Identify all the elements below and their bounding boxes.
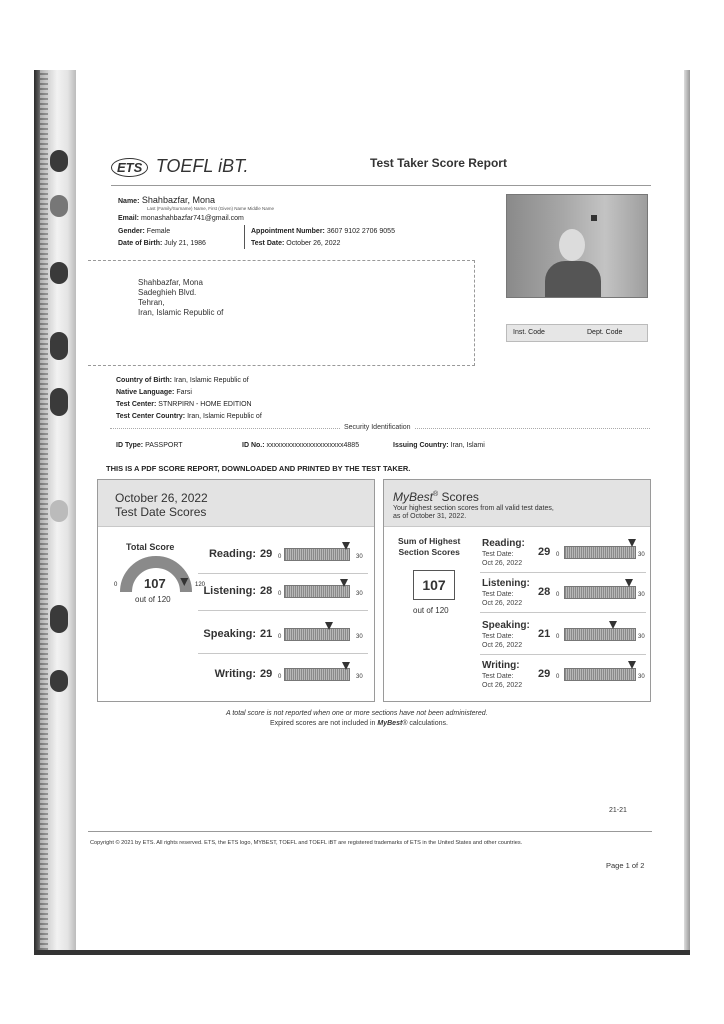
mailing-address (138, 278, 223, 318)
mybest-section-label: Listening: (482, 578, 530, 589)
mybest-score-bar (564, 586, 636, 599)
mybest-score-marker (609, 621, 617, 629)
footnote-expired (270, 720, 448, 727)
mybest-score-marker (628, 661, 636, 669)
section-score: 21 (260, 628, 273, 640)
row-divider (198, 653, 368, 654)
test-details (116, 375, 262, 423)
bar-min: 0 (556, 674, 560, 680)
photo-head (559, 229, 585, 261)
id-number-label: ID No.: (242, 442, 265, 449)
mybest-section-score: 21 (538, 628, 551, 640)
bar-max: 30 (638, 552, 645, 558)
binder-sleeve-strip (40, 70, 48, 955)
sum-highest-line: Section Scores (398, 547, 460, 557)
copyright: Copyright © 2021 by ETS. All rights reserved. ETS, the ETS logo, MYBEST, TOEFL and TOEFL iBT are registered trademarks of ETS in the United States and other countries. (90, 840, 523, 846)
id-number: xxxxxxxxxxxxxxxxxxxxxx4885 (266, 442, 360, 449)
section-label: Reading: (208, 548, 256, 560)
bar-min: 0 (556, 552, 560, 558)
appointment-number: 3607 9102 2706 9055 (326, 228, 395, 235)
ets-toefl-logo (111, 156, 248, 177)
name-hint: Last (Family/Surname) Name, First (Given) Name Middle Name (147, 206, 275, 211)
mybest-subtitle (393, 505, 554, 521)
punch-hole (50, 332, 68, 360)
country-of-birth-label: Country of Birth: (116, 377, 172, 384)
issuing-country: Iran, Islami (450, 442, 485, 449)
test-date: October 26, 2022 (286, 240, 341, 247)
sum-highest-line: Sum of Highest (398, 536, 461, 546)
mybest-subtitle-line: as of October 31, 2022. (393, 513, 467, 520)
test-center: STNRPIRN - HOME EDITION (158, 401, 252, 408)
bar-min: 0 (278, 634, 282, 640)
total-score: 107 (144, 576, 166, 591)
row-divider (198, 610, 368, 611)
bar-max: 30 (356, 591, 363, 597)
mybest-test-date (482, 632, 522, 650)
report-title: Test Taker Score Report (370, 156, 507, 170)
security-heading: Security Identification (340, 424, 415, 431)
test-date-scores-title (115, 491, 208, 519)
email-label: Email: (118, 215, 140, 222)
mybest-sum-score: 107 (413, 570, 455, 600)
mybest-score-bar (564, 628, 636, 641)
bar-max: 30 (356, 554, 363, 560)
gauge-max: 120 (195, 582, 206, 588)
mybest-scores-box (383, 479, 651, 702)
country-of-birth: Iran, Islamic Republic of (173, 377, 249, 384)
section-score-marker (342, 542, 350, 550)
section-label: Speaking: (203, 628, 256, 640)
mybest-title (393, 490, 479, 504)
mybest-sum-out-of: out of 120 (413, 606, 449, 615)
section-score-bar (284, 628, 350, 641)
footer-rule (88, 831, 652, 832)
punch-hole (50, 262, 68, 284)
punch-hole (50, 150, 68, 172)
id-type-label: ID Type: (116, 442, 144, 449)
bar-max: 30 (356, 674, 363, 680)
candidate-photo (506, 194, 648, 298)
row-divider (480, 612, 646, 613)
mybest-title-rest: Scores (438, 490, 479, 504)
bar-min: 0 (556, 634, 560, 640)
mybest-test-date-value: Oct 26, 2022 (482, 682, 523, 689)
photo-object (591, 215, 597, 221)
total-score-label: Total Score (126, 542, 175, 552)
punch-hole (50, 670, 68, 692)
punch-hole (50, 388, 68, 416)
mybest-title-reg: ® (433, 491, 439, 498)
test-date-scores-heading: Test Date Scores (115, 505, 207, 519)
mybest-test-date-label: Test Date: (482, 551, 514, 558)
bar-max: 30 (638, 674, 645, 680)
native-language-label: Native Language: (116, 389, 175, 396)
candidate-gender: Female (146, 228, 171, 235)
page-right-edge (684, 70, 690, 955)
page-number: Page 1 of 2 (606, 861, 645, 870)
footnote-expired-post: ® calculations. (402, 720, 448, 727)
toefl-ibt-logo: TOEFL iBT. (155, 156, 249, 176)
section-score: 29 (260, 668, 273, 680)
id-type: PASSPORT (145, 442, 183, 449)
section-score-marker (325, 622, 333, 630)
bar-min: 0 (556, 592, 560, 598)
test-center-label: Test Center: (116, 401, 157, 408)
bar-min: 0 (278, 591, 282, 597)
mybest-title-main: MyBest (393, 490, 434, 504)
bar-min: 0 (278, 554, 282, 560)
mybest-section-score: 29 (538, 546, 551, 558)
mybest-subtitle-line: Your highest section scores from all valid test dates, (393, 505, 554, 512)
mybest-test-date-label: Test Date: (482, 591, 514, 598)
section-score-bar (284, 548, 350, 561)
name-label: Name: (118, 198, 140, 205)
address-line: Iran, Islamic Republic of (138, 308, 224, 317)
candidate-name: Shahbazfar, Mona (141, 195, 215, 205)
section-score-bar (284, 668, 350, 681)
gender-label: Gender: (118, 228, 145, 235)
mybest-section-label: Reading: (482, 538, 525, 549)
dob-label: Date of Birth: (118, 240, 163, 247)
info-divider (244, 225, 245, 249)
mybest-score-marker (628, 539, 636, 547)
total-out-of: out of 120 (135, 595, 171, 604)
mybest-test-date (482, 672, 522, 690)
mybest-test-date-value: Oct 26, 2022 (482, 560, 523, 567)
bar-max: 30 (638, 634, 645, 640)
candidate-dob: July 21, 1986 (164, 240, 206, 247)
mybest-section-score: 28 (538, 586, 551, 598)
appointment-label: Appointment Number: (251, 228, 325, 235)
footnote-total: A total score is not reported when one or more sections have not been administered. (226, 710, 488, 717)
test-center-country-label: Test Center Country: (116, 413, 186, 420)
mybest-score-bar (564, 546, 636, 559)
mybest-test-date (482, 550, 522, 568)
section-score-marker (342, 662, 350, 670)
section-label: Writing: (214, 668, 256, 680)
page-code: 21-21 (609, 807, 627, 814)
address-line: Tehran, (138, 298, 165, 307)
address-line: Shahbazfar, Mona (138, 278, 203, 287)
row-divider (198, 573, 368, 574)
punch-hole (50, 605, 68, 633)
section-score: 29 (260, 548, 273, 560)
punch-hole (50, 500, 68, 522)
mybest-test-date (482, 590, 522, 608)
footnote-expired-pre: Expired scores are not included in (270, 720, 378, 727)
sum-highest-label (398, 536, 460, 558)
mybest-test-date-value: Oct 26, 2022 (482, 600, 523, 607)
header-rule (111, 185, 651, 186)
gauge-min: 0 (114, 582, 118, 588)
ets-logo: ETS (111, 158, 148, 177)
mybest-section-label: Writing: (482, 660, 520, 671)
candidate-email: monashahbazfar741@gmail.com (140, 215, 244, 222)
mybest-test-date-label: Test Date: (482, 633, 514, 640)
mybest-score-marker (625, 579, 633, 587)
section-score: 28 (260, 585, 273, 597)
bar-max: 30 (638, 592, 645, 598)
bar-min: 0 (278, 674, 282, 680)
row-divider (480, 572, 646, 573)
codes-box (506, 324, 648, 342)
test-center-country: Iran, Islamic Republic of (187, 413, 262, 420)
test-date-label: Test Date: (251, 240, 285, 247)
page-bottom-shadow (34, 950, 690, 955)
mybest-score-bar (564, 668, 636, 681)
mybest-section-label: Speaking: (482, 620, 530, 631)
native-language: Farsi (176, 389, 192, 396)
mybest-section-score: 29 (538, 668, 551, 680)
pdf-notice: THIS IS A PDF SCORE REPORT, DOWNLOADED AND PRINTED BY THE TEST TAKER. (106, 464, 411, 473)
issuing-country-label: Issuing Country: (393, 442, 449, 449)
mybest-test-date-value: Oct 26, 2022 (482, 642, 523, 649)
photo-body (545, 261, 601, 298)
footnote-mybest: MyBest (377, 720, 403, 727)
test-date-scores-header (98, 480, 374, 527)
test-date-scores-box (97, 479, 375, 702)
section-score-marker (340, 579, 348, 587)
bar-max: 30 (356, 634, 363, 640)
inst-code-label: Inst. Code (513, 329, 545, 336)
dept-code-label: Dept. Code (587, 329, 623, 336)
mybest-header (384, 480, 650, 527)
row-divider (480, 654, 646, 655)
address-line: Sadeghieh Blvd. (138, 288, 197, 297)
punch-hole (50, 195, 68, 217)
test-date-scores-date: October 26, 2022 (115, 491, 208, 505)
section-label: Listening: (203, 585, 256, 597)
mybest-test-date-label: Test Date: (482, 673, 514, 680)
